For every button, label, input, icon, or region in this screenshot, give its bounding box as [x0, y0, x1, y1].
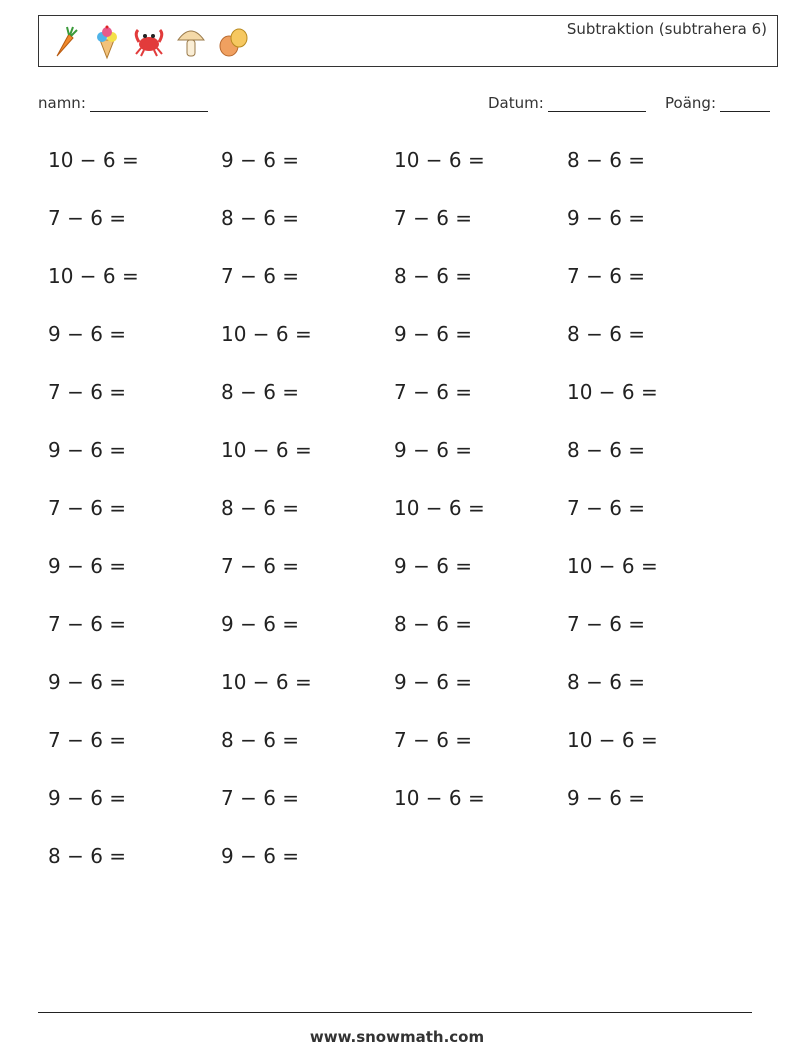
- problem-item: 7 − 6 =: [221, 554, 300, 578]
- problem-item: 10 − 6 =: [567, 554, 658, 578]
- footer-divider: [38, 1012, 752, 1013]
- problem-item: 8 − 6 =: [567, 148, 646, 172]
- name-label: namn:: [38, 94, 86, 112]
- problem-item: 9 − 6 =: [48, 670, 127, 694]
- problem-item: 8 − 6 =: [48, 844, 127, 868]
- problem-item: 10 − 6 =: [567, 728, 658, 752]
- problem-item: 9 − 6 =: [221, 844, 300, 868]
- problem-item: 10 − 6 =: [221, 438, 312, 462]
- problem-item: 8 − 6 =: [221, 380, 300, 404]
- score-label: Poäng:: [665, 94, 716, 112]
- problem-item: 10 − 6 =: [394, 786, 485, 810]
- problem-item: 10 − 6 =: [221, 322, 312, 346]
- problem-grid: [48, 145, 740, 899]
- problem-item: 7 − 6 =: [221, 264, 300, 288]
- problem-item: 9 − 6 =: [221, 612, 300, 636]
- problem-item: 9 − 6 =: [394, 670, 473, 694]
- ice-cream-icon: [91, 24, 123, 60]
- problem-item: 9 − 6 =: [394, 554, 473, 578]
- problem-item: 8 − 6 =: [221, 206, 300, 230]
- problem-item: 7 − 6 =: [567, 612, 646, 636]
- problem-item: 8 − 6 =: [567, 670, 646, 694]
- problem-item: 8 − 6 =: [394, 612, 473, 636]
- problem-item: 7 − 6 =: [48, 728, 127, 752]
- footer-url: www.snowmath.com: [309, 1028, 485, 1046]
- worksheet-title: Subtraktion (subtrahera 6): [566, 20, 767, 38]
- carrot-icon: [49, 24, 81, 60]
- problem-item: 7 − 6 =: [221, 786, 300, 810]
- problem-item: 8 − 6 =: [221, 728, 300, 752]
- problem-item: 9 − 6 =: [567, 786, 646, 810]
- problem-item: 7 − 6 =: [567, 496, 646, 520]
- problem-item: 7 − 6 =: [48, 206, 127, 230]
- date-field[interactable]: [488, 94, 646, 112]
- problem-item: 7 − 6 =: [394, 728, 473, 752]
- problem-item: 9 − 6 =: [48, 554, 127, 578]
- problem-item: 10 − 6 =: [221, 670, 312, 694]
- problem-item: 9 − 6 =: [567, 206, 646, 230]
- name-blank[interactable]: [90, 95, 208, 112]
- problem-item: 10 − 6 =: [394, 148, 485, 172]
- problem-item: 9 − 6 =: [48, 322, 127, 346]
- problem-item: 7 − 6 =: [48, 612, 127, 636]
- problem-item: 8 − 6 =: [567, 322, 646, 346]
- problem-item: 7 − 6 =: [394, 206, 473, 230]
- eggs-icon: [217, 24, 249, 60]
- problem-item: 7 − 6 =: [394, 380, 473, 404]
- score-field[interactable]: [665, 94, 770, 112]
- problem-item: 8 − 6 =: [567, 438, 646, 462]
- problem-item: 9 − 6 =: [221, 148, 300, 172]
- problem-item: 7 − 6 =: [567, 264, 646, 288]
- problem-item: 10 − 6 =: [48, 148, 139, 172]
- student-info-row: [38, 94, 770, 118]
- date-blank[interactable]: [548, 95, 646, 112]
- date-label: Datum:: [488, 94, 544, 112]
- problem-item: 8 − 6 =: [394, 264, 473, 288]
- problem-item: 10 − 6 =: [567, 380, 658, 404]
- problem-item: 7 − 6 =: [48, 380, 127, 404]
- problem-item: 8 − 6 =: [221, 496, 300, 520]
- problem-item: 9 − 6 =: [394, 438, 473, 462]
- name-field[interactable]: [38, 94, 208, 112]
- problem-item: 7 − 6 =: [48, 496, 127, 520]
- worksheet-header: [38, 15, 778, 67]
- problem-item: 9 − 6 =: [48, 438, 127, 462]
- crab-icon: [133, 24, 165, 60]
- problem-item: 9 − 6 =: [394, 322, 473, 346]
- mushroom-icon: [175, 24, 207, 60]
- problem-item: 10 − 6 =: [394, 496, 485, 520]
- score-blank[interactable]: [720, 95, 770, 112]
- problem-item: 9 − 6 =: [48, 786, 127, 810]
- icon-strip: [49, 22, 249, 62]
- problem-item: 10 − 6 =: [48, 264, 139, 288]
